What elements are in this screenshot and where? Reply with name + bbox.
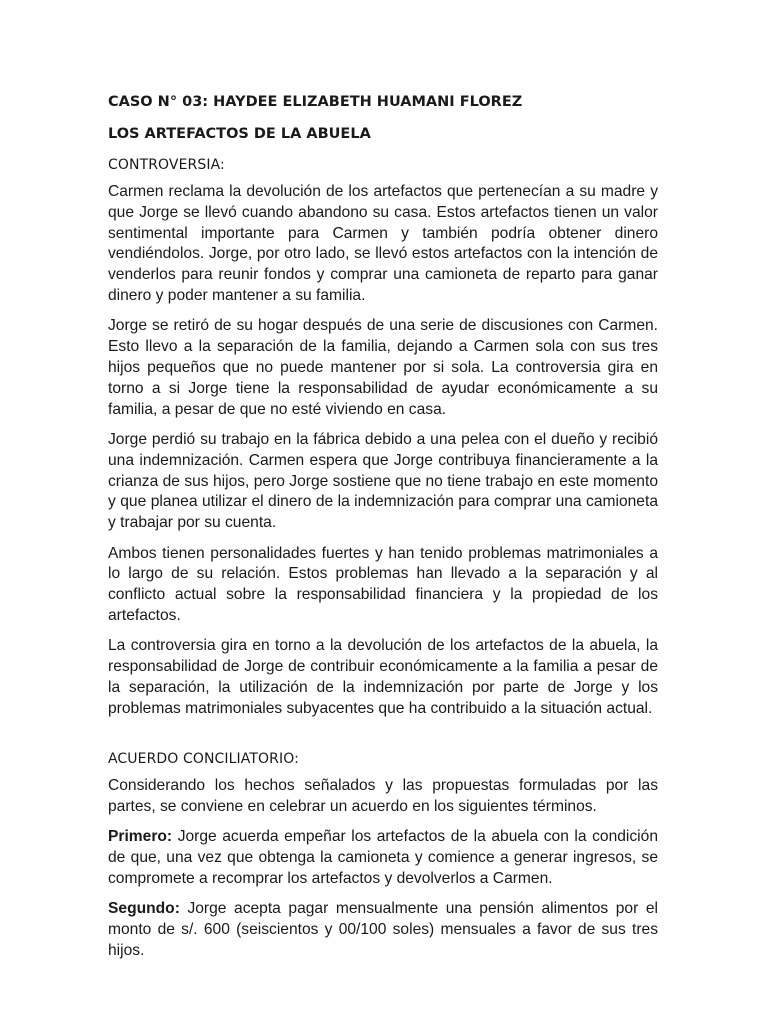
clause-segundo-text: Jorge acepta pagar mensualmente una pensión alimentos por el monto de s/. 600 (seiscientos y 00/100 soles) mensuales a favor de sus tres hijos. xyxy=(108,900,658,959)
controversia-paragraph-3: Jorge perdió su trabajo en la fábrica debido a una pelea con el dueño y recibió una indemnización. Carmen espera que Jorge contribuya financieramente a la crianza de sus hijos, pero Jorge sostiene que no tiene trabajo en este momento y que planea utilizar el dinero de la indemnización para comprar una camioneta y trabajar por su cuenta. xyxy=(108,430,658,532)
document-title: LOS ARTEFACTOS DE LA ABUELA xyxy=(108,126,371,142)
section-spacer xyxy=(108,729,658,749)
controversia-paragraph-1: Carmen reclama la devolución de los artefactos que pertenecían a su madre y que Jorge se llevó cuando abandono su casa. Estos artefactos tienen un valor sentimental importante para Carmen y también podría obtener dinero vendiéndolos. Jorge, por otro lado, se llevó estos artefactos con la intención de venderlos para reunir fondos y comprar una camioneta de reparto para ganar dinero y poder mantener a su familia. xyxy=(108,183,658,304)
document-page xyxy=(108,92,658,971)
clause-primero-label: Primero: xyxy=(108,828,173,846)
acuerdo-label: ACUERDO CONCILIATORIO: xyxy=(108,751,299,768)
clause-primero xyxy=(108,827,658,889)
controversia-paragraph-5: La controversia gira en torno a la devolución de los artefactos de la abuela, la responsabilidad de Jorge de contribuir económicamente a la familia a pesar de la separación, la utilización de la indemnización por parte de Jorge y los problemas matrimoniales subyacentes que ha contribuido a la situación actual. xyxy=(108,637,658,717)
clause-segundo xyxy=(108,899,658,961)
clause-primero-text: Jorge acuerda empeñar los artefactos de la abuela con la condición de que, una vez que obtenga la camioneta y comience a generar ingresos, se compromete a recomprar los artefactos y devolverlos a Carmen. xyxy=(108,828,658,887)
controversia-paragraph-2: Jorge se retiró de su hogar después de una serie de discusiones con Carmen. Esto llevo a la separación de la familia, dejando a Carmen sola con sus tres hijos pequeños que no puede mantener por si sola. La controversia gira en torno a si Jorge tiene la responsabilidad de ayudar económicamente a su familia, a pesar de que no esté viviendo en casa. xyxy=(108,317,658,418)
controversia-label: CONTROVERSIA: xyxy=(108,157,225,173)
acuerdo-intro: Considerando los hechos señalados y las propuestas formuladas por las partes, se conviene en celebrar un acuerdo en los siguientes términos. xyxy=(108,777,658,815)
controversia-paragraph-4: Ambos tienen personalidades fuertes y han tenido problemas matrimoniales a lo largo de su relación. Estos problemas han llevado a la separación y al conflicto actual sobre la responsabilidad financiera y la propiedad de los artefactos. xyxy=(108,544,658,624)
case-title: CASO N° 03: HAYDEE ELIZABETH HUAMANI FLOREZ xyxy=(108,94,523,110)
clause-segundo-label: Segundo: xyxy=(108,900,180,918)
